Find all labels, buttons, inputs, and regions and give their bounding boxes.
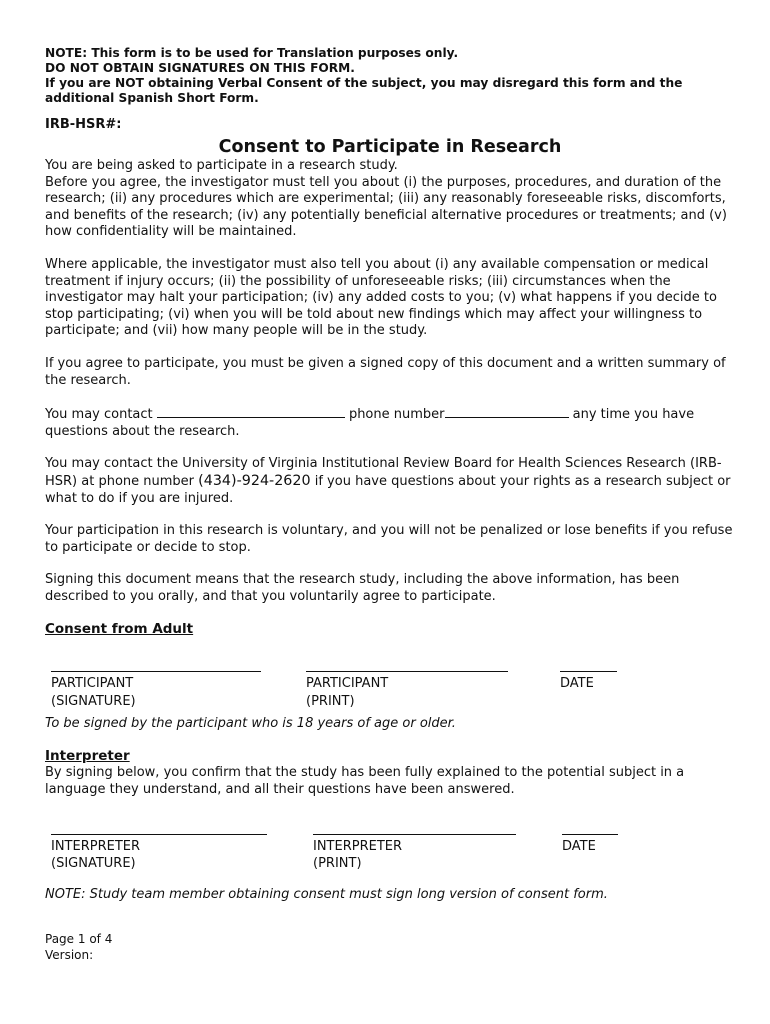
interpreter-print-block	[313, 821, 516, 873]
contact-name-blank	[157, 405, 345, 418]
paragraph-irb-contact	[45, 456, 735, 507]
irb-text-b: if you have questions about your rights as a research subject or what to do if you are injured.	[45, 473, 731, 506]
contact-phone-blank	[445, 405, 569, 418]
participant-print-label: PARTICIPANT	[306, 676, 389, 692]
interpreter-print-sublabel: (PRINT)	[313, 856, 362, 872]
participant-date-line[interactable]	[560, 658, 617, 672]
paragraph-contact-investigator	[45, 405, 735, 440]
participant-date-label: DATE	[560, 676, 594, 692]
participant-print-sublabel: (PRINT)	[306, 693, 355, 709]
irb-text-a: You may contact the University of Virginia Institutional Review Board for Health Sciences Research (IRB-HSR) at phone number	[45, 456, 722, 489]
interpreter-date-label: DATE	[562, 838, 596, 854]
translation-note	[45, 46, 735, 106]
version-label: Version:	[45, 947, 94, 962]
interpreter-print-label: INTERPRETER	[313, 838, 403, 854]
note-line-3: If you are NOT obtaining Verbal Consent of the subject, you may disregard this form and the additional Spanish Short Form.	[45, 76, 683, 105]
interpreter-heading: Interpreter	[45, 748, 130, 765]
note-line-2: DO NOT OBTAIN SIGNATURES ON THIS FORM.	[45, 61, 355, 75]
paragraph-signed-copy: If you agree to participate, you must be given a signed copy of this document and a written summary of the research.	[45, 355, 726, 388]
irb-hsr-label: IRB-HSR#:	[45, 117, 122, 132]
closing-note: NOTE: Study team member obtaining consent must sign long version of consent form.	[45, 886, 608, 902]
participant-signature-line[interactable]	[51, 658, 261, 672]
interpreter-signature-label: INTERPRETER	[51, 838, 141, 854]
interpreter-statement: By signing below, you confirm that the study has been fully explained to the potential subject in a language they understand, and all their questions have been answered.	[45, 765, 685, 798]
participant-signature-label: PARTICIPANT	[51, 676, 134, 692]
interpreter-print-line[interactable]	[313, 821, 516, 835]
adult-age-note: To be signed by the participant who is 18 years of age or older.	[45, 716, 456, 732]
contact-text-c: any time you have questions about the research.	[45, 407, 695, 439]
interpreter-date-block	[562, 821, 618, 856]
participant-print-line[interactable]	[306, 658, 508, 672]
adult-signature-row	[45, 658, 735, 716]
page-title: Consent to Participate in Research	[218, 137, 562, 157]
paragraph-investigator-duties: Before you agree, the investigator must tell you about (i) the purposes, procedures, and duration of the research; (ii) any procedures which are experimental; (iii) any reasonably foreseeable risks, discomforts, and benefits of the research; (iv) any potentially beneficial alternative procedures or treatments; and (v) how confidentiality will be maintained.	[45, 174, 727, 240]
paragraph-additional-info: Where applicable, the investigator must also tell you about (i) any available compensation or medical treatment if injury occurs; (ii) the possibility of unforeseeable risks; (iii) circumstances when the investigator may halt your participation; (iv) any added costs to you; (v) what happens if you decide to stop participating; (vi) when you will be told about new findings which may affect your willingness to participate; and (vii) how many people will be in the study.	[45, 256, 717, 339]
interpreter-signature-block	[51, 821, 267, 873]
contact-text-a: You may contact	[45, 407, 153, 423]
interpreter-signature-sublabel: (SIGNATURE)	[51, 856, 136, 872]
paragraph-intro: You are being asked to participate in a research study.	[45, 158, 398, 173]
consent-form-page	[45, 46, 735, 903]
participant-signature-sublabel: (SIGNATURE)	[51, 693, 136, 709]
participant-signature-block	[51, 658, 261, 710]
adult-consent-heading: Consent from Adult	[45, 621, 194, 638]
contact-text-b: phone number	[348, 407, 445, 423]
participant-date-block	[560, 658, 617, 693]
paragraph-signing-meaning: Signing this document means that the research study, including the above information, has been described to you orally, and that you voluntarily agree to participate.	[45, 572, 680, 604]
paragraph-voluntary: Your participation in this research is voluntary, and you will not be penalized or lose benefits if you refuse to participate or decide to stop.	[45, 523, 733, 555]
page-number: Page 1 of 4	[45, 932, 113, 946]
irb-phone-number: (434)-924-2620	[198, 472, 311, 489]
note-line-1: NOTE: This form is to be used for Translation purposes only.	[45, 46, 459, 60]
interpreter-signature-row	[45, 821, 735, 879]
interpreter-date-line[interactable]	[562, 821, 618, 835]
participant-print-block	[306, 658, 508, 710]
interpreter-signature-line[interactable]	[51, 821, 267, 835]
page-footer	[45, 932, 112, 963]
